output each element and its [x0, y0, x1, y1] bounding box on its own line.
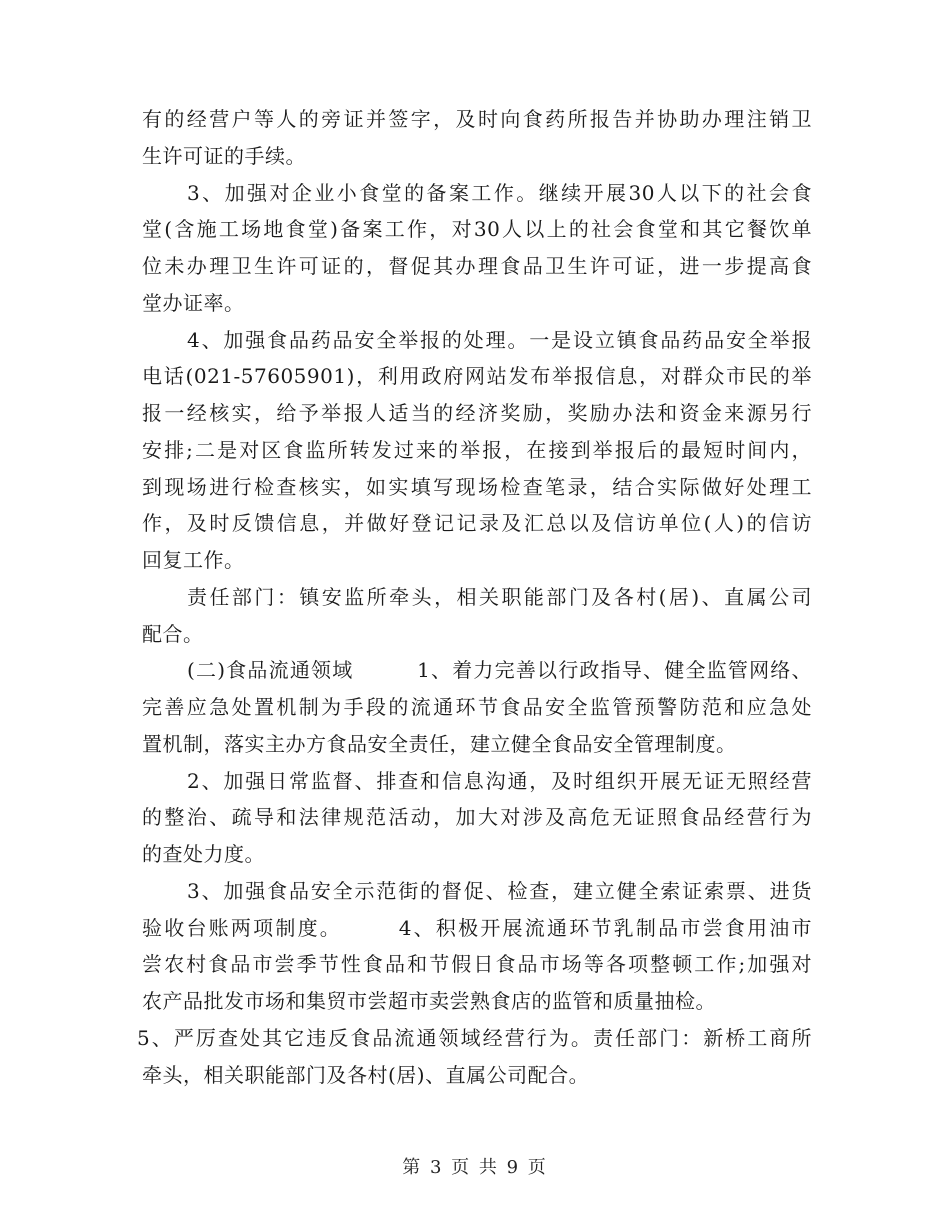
text-line: 尝农村食品市尝季节性食品和节假日食品市场等各项整顿工作;加强对: [142, 952, 812, 977]
text-line: 堂办证率。: [142, 290, 245, 315]
text-line: (二)食品流通领域 1、着力完善以行政指导、健全监管网络、: [187, 658, 812, 683]
page-number: 第 3 页 共 9 页: [402, 1157, 548, 1178]
text-line: 验收台账两项制度。 4、积极开展流通环节乳制品市尝食用油市: [142, 915, 812, 940]
text-line: 2、加强日常监督、排查和信息沟通，及时组织开展无证无照经营: [187, 768, 812, 793]
text-line: 3、加强对企业小食堂的备案工作。继续开展30人以下的社会食: [187, 180, 812, 205]
text-line: 电话(021-57605901)，利用政府网站发布举报信息，对群众市民的举: [142, 364, 812, 389]
text-line: 责任部门：镇安监所牵头，相关职能部门及各村(居)、直属公司: [187, 584, 812, 609]
text-line: 的整治、疏导和法律规范活动，加大对涉及高危无证照食品经营行为: [142, 805, 812, 830]
text-line: 安排;二是对区食监所转发过来的举报，在接到举报后的最短时间内，: [142, 437, 812, 462]
text-line: 到现场进行检查核实，如实填写现场检查笔录，结合实际做好处理工: [142, 474, 812, 499]
text-line: 位未办理卫生许可证的，督促其办理食品卫生许可证，进一步提高食: [142, 254, 812, 278]
text-line: 配合。: [142, 621, 204, 646]
text-line: 回复工作。: [142, 548, 245, 572]
text-line: 作，及时反馈信息，并做好登记记录及汇总以及信访单位(人)的信访: [142, 511, 812, 536]
text-line: 牵头，相关职能部门及各村(居)、直属公司配合。: [142, 1062, 590, 1087]
text-line: 的查处力度。: [142, 842, 265, 866]
text-line: 有的经营户等人的旁证并签字，及时向食药所报告并协助办理注销卫: [142, 107, 812, 131]
text-line: 堂(含施工场地食堂)备案工作，对30人以上的社会食堂和其它餐饮单: [142, 217, 812, 242]
text-line: 3、加强食品安全示范街的督促、检查，建立健全索证索票、进货: [187, 878, 812, 903]
text-line: 4、加强食品药品安全举报的处理。一是设立镇食品药品安全举报: [187, 327, 812, 352]
text-line: 生许可证的手续。: [142, 143, 306, 168]
text-line: 置机制，落实主办方食品安全责任，建立健全食品安全管理制度。: [142, 731, 737, 756]
text-line: 5、严厉查处其它违反食品流通领域经营行为。责任部门：新桥工商所: [137, 1025, 812, 1050]
document-body: [137, 101, 812, 1093]
text-line: 报一经核实，给予举报人适当的经济奖励，奖励办法和资金来源另行: [142, 401, 812, 425]
text-line: 完善应急处置机制为手段的流通环节食品安全监管预警防范和应急处: [142, 695, 812, 719]
text-line: 农产品批发市场和集贸市尝超市卖尝熟食店的监管和质量抽检。: [142, 989, 716, 1013]
